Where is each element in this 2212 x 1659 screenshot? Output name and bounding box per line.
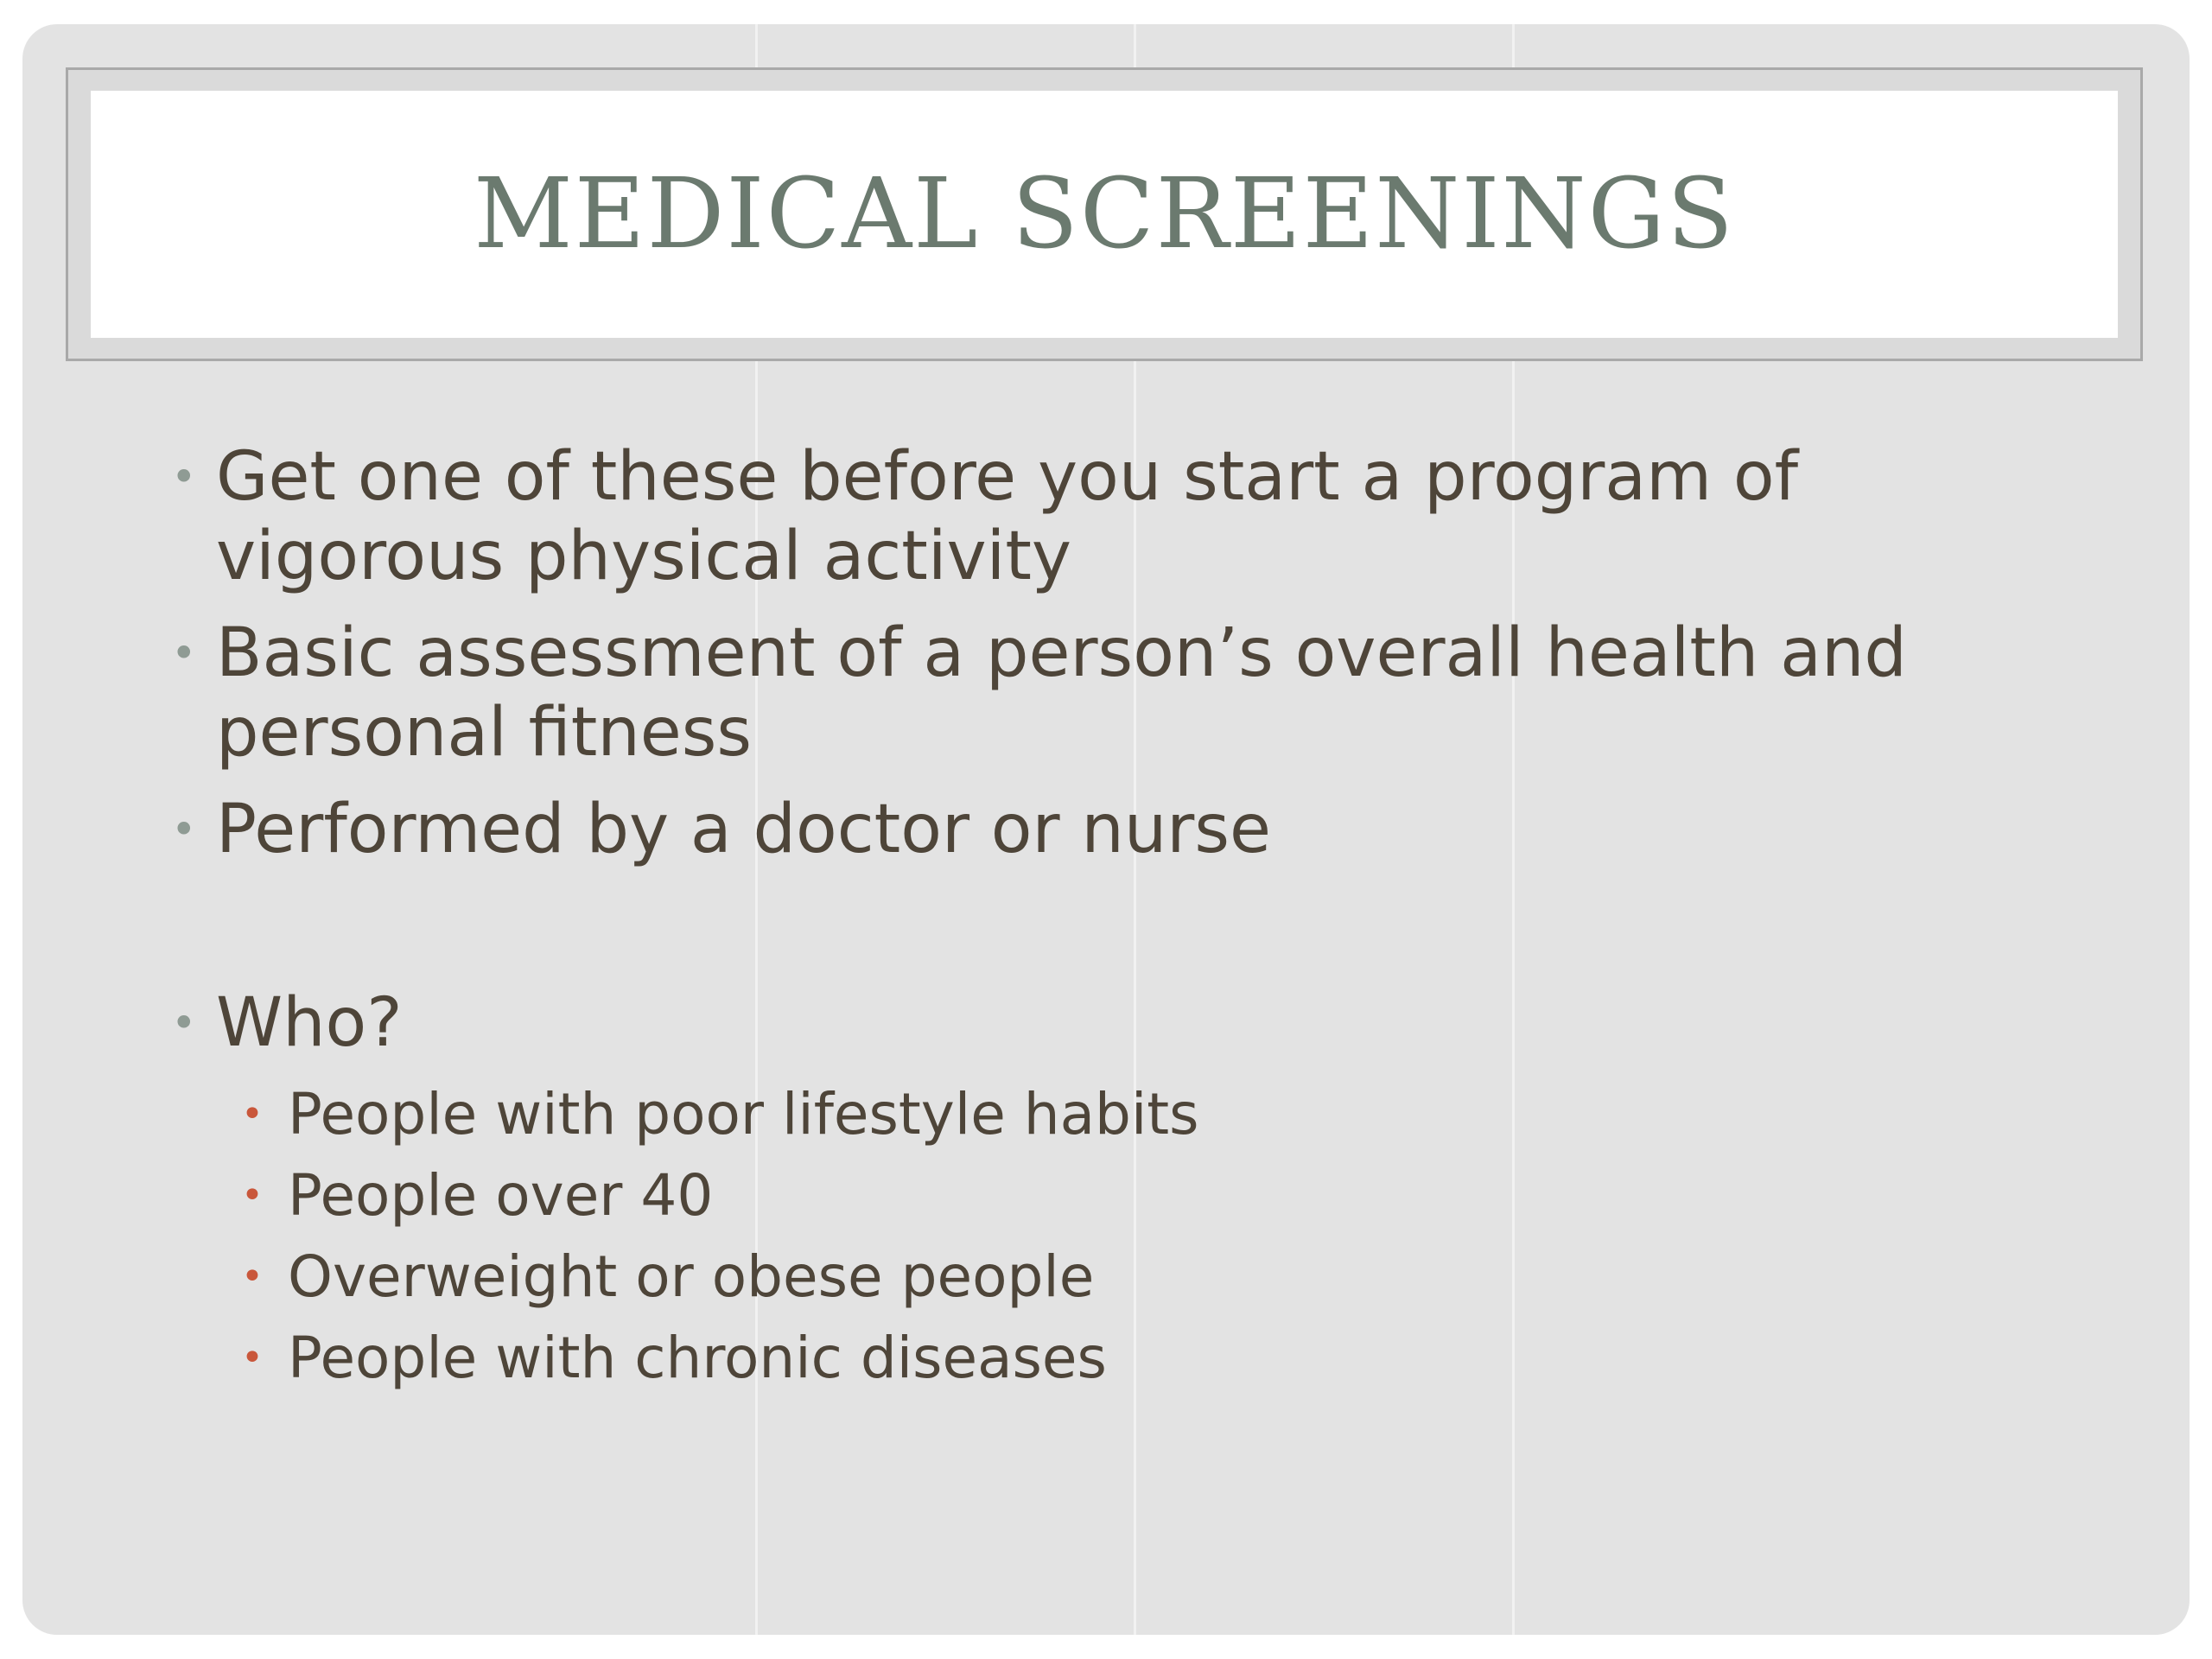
slide-title: MEDICAL SCREENINGS xyxy=(474,158,1735,270)
sub-bullet-icon: • xyxy=(241,1092,264,1136)
sub-bullet-text: People with chronic diseases xyxy=(288,1325,1107,1391)
sub-bullet-icon: • xyxy=(241,1173,264,1217)
sub-bullet-item xyxy=(241,1080,2016,1149)
sub-bullet-text: Overweight or obese people xyxy=(288,1243,1095,1310)
slide xyxy=(22,24,2190,1635)
sub-bullet-text: People over 40 xyxy=(288,1162,714,1229)
sub-bullet-item xyxy=(241,1161,2016,1230)
bullet-text: Who? xyxy=(216,984,403,1062)
sub-bullet-text: People with poor lifestyle habits xyxy=(288,1081,1199,1147)
sub-bullet-icon: • xyxy=(241,1336,264,1380)
sub-bullet-item xyxy=(241,1243,2016,1312)
bullet-icon: • xyxy=(171,998,197,1048)
bullet-item xyxy=(171,790,2082,869)
slide-body xyxy=(22,24,2190,1635)
bullet-icon: • xyxy=(171,452,197,502)
bullet-icon: • xyxy=(171,628,197,678)
bullet-item xyxy=(171,437,2082,596)
sub-bullet-icon: • xyxy=(241,1255,264,1299)
sub-bullet-item xyxy=(241,1324,2016,1393)
bullet-text: Get one of these before you start a program of vigorous physical activity xyxy=(216,438,1799,595)
bullet-item xyxy=(171,983,2082,1063)
bullet-text: Performed by a doctor or nurse xyxy=(216,791,1271,868)
bullet-icon: • xyxy=(171,804,197,855)
bullet-text: Basic assessment of a person’s overall health and personal fitness xyxy=(216,614,1907,772)
bullet-item xyxy=(171,613,2082,772)
